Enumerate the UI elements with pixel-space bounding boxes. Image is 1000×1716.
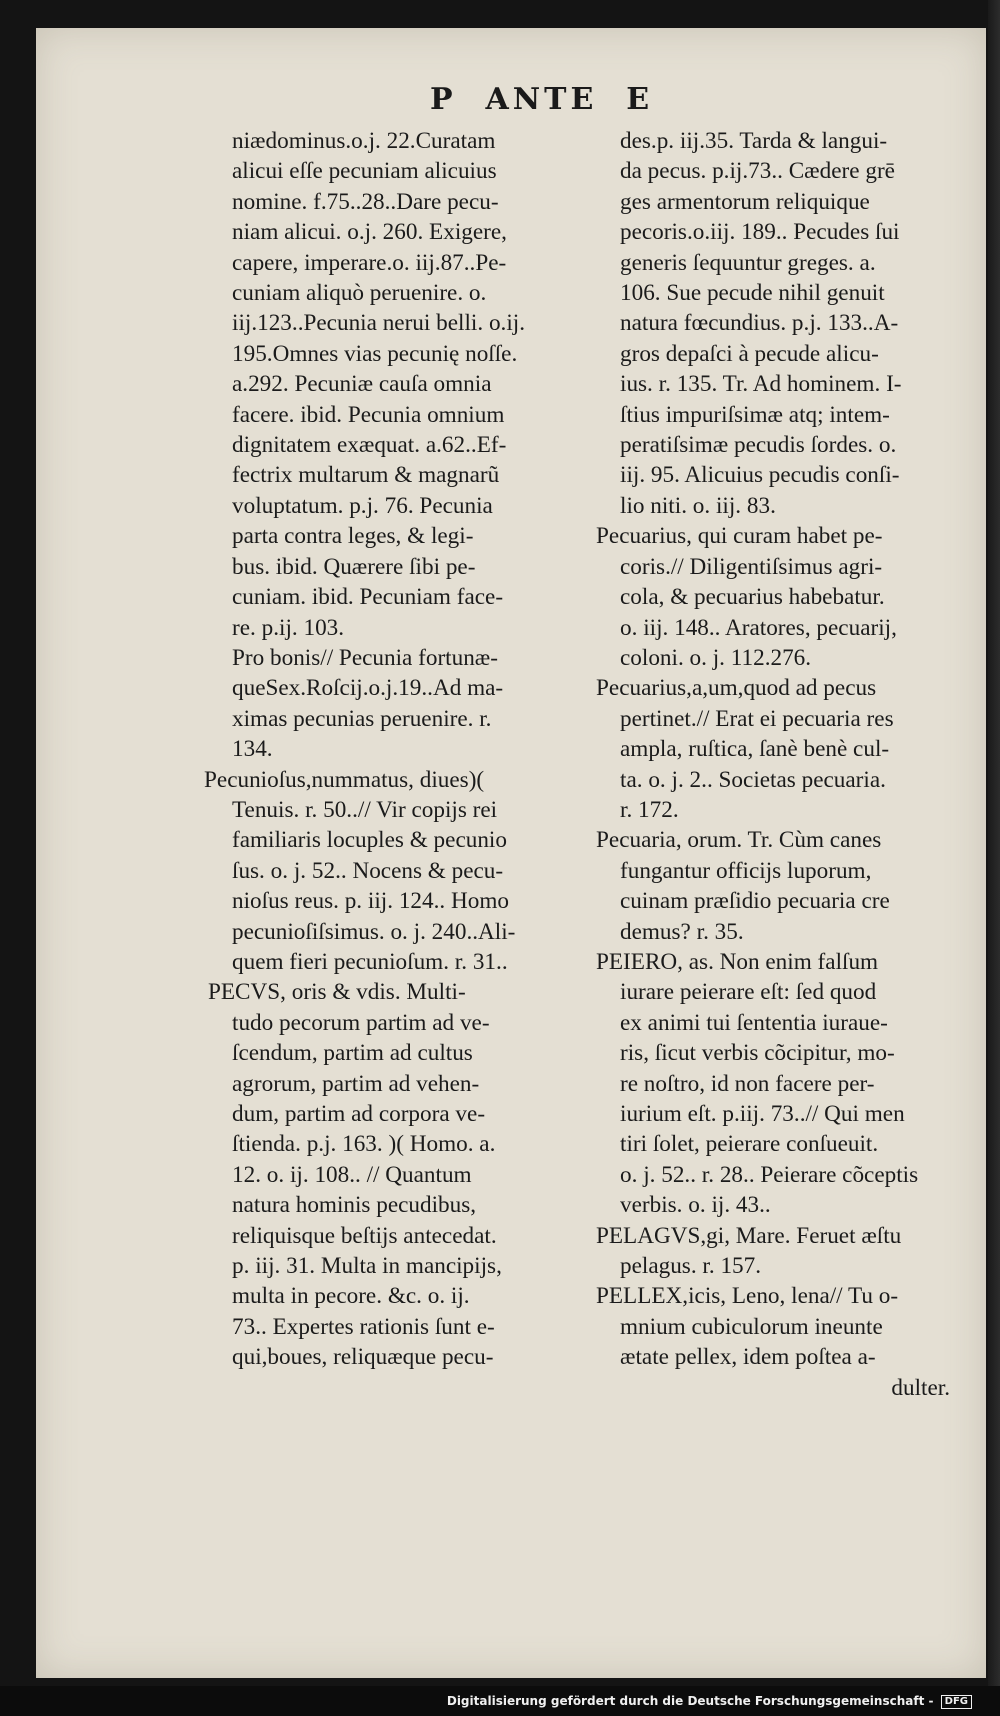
- text-line: voluptatum. p.j. 76. Pecunia: [232, 492, 493, 519]
- text-line: niam alicui. o.j. 260. Exigere,: [232, 219, 507, 246]
- text-line: PELLEX,icis, Leno, lena// Tu o-: [596, 1283, 899, 1310]
- text-line: niædominus.o.j. 22.Curatam: [232, 128, 496, 154]
- text-line: ex animi tui ſententia iuraue-: [620, 1009, 888, 1036]
- text-line: o. iij. 148.. Aratores, pecuarij,: [620, 614, 897, 641]
- text-line: iij.123..Pecunia nerui belli. o.ij.: [232, 310, 526, 337]
- book-edge: [988, 0, 1000, 1716]
- text-line: reliquisque beſtijs antecedat.: [232, 1222, 497, 1249]
- text-line: cola, & pecuarius habebatur.: [620, 584, 885, 611]
- text-line: pelagus. r. 157.: [620, 1253, 762, 1280]
- text-line: nioſus reus. p. iij. 124.. Homo: [232, 888, 509, 915]
- text-line: quem fieri pecunioſum. r. 31..: [232, 948, 508, 975]
- text-line: iurare peierare eſt: ſed quod: [620, 979, 877, 1006]
- text-line: Tenuis. r. 50..// Vir copijs rei: [232, 796, 498, 823]
- text-line: pecunioſiſsimus. o. j. 240..Ali-: [232, 918, 516, 945]
- right-column: [596, 126, 972, 1403]
- text-line: cuinam præſidio pecuaria cre: [620, 888, 890, 915]
- text-line: gros depaſci à pecude alicu-: [620, 340, 879, 367]
- running-head: P ANTE E: [430, 82, 654, 117]
- text-line: cuniam. ibid. Pecuniam face-: [232, 584, 504, 611]
- text-line: Pecuarius,a,um,quod ad pecus: [596, 675, 877, 702]
- text-line: re noſtro, id non facere per-: [620, 1070, 875, 1097]
- text-line: alicui eſſe pecuniam alicuius: [232, 158, 497, 185]
- text-line: verbis. o. ij. 43..: [620, 1192, 771, 1219]
- text-line: PEIERO, as. Non enim falſum: [596, 948, 879, 975]
- text-line: mnium cubiculorum ineunte: [620, 1313, 883, 1340]
- text-line: ſcendum, partim ad cultus: [232, 1040, 473, 1067]
- text-line: demus? r. 35.: [620, 918, 744, 945]
- text-line: da pecus. p.ij.73.. Cædere grē: [620, 158, 895, 185]
- text-line: ampla, ruſtica, ſanè benè cul-: [620, 736, 890, 763]
- text-line: fectrix multarum & magnarũ: [232, 462, 500, 489]
- text-line: 134.: [232, 736, 273, 763]
- text-line: p. iij. 31. Multa in mancipijs,: [232, 1253, 502, 1280]
- text-line: pecoris.o.iij. 189.. Pecudes ſui: [620, 219, 900, 246]
- text-line: familiaris locuples & pecunio: [232, 827, 507, 854]
- text-line: lio niti. o. iij. 83.: [620, 492, 776, 519]
- funding-notice: [447, 1694, 972, 1709]
- text-line: ta. o. j. 2.. Societas pecuaria.: [620, 766, 886, 793]
- text-line: nomine. f.75..28..Dare pecu-: [232, 188, 499, 215]
- text-line: dulter.: [891, 1374, 950, 1401]
- text-line: tudo pecorum partim ad ve-: [232, 1009, 490, 1036]
- text-line: facere. ibid. Pecunia omnium: [232, 401, 505, 428]
- text-line: natura fœcundius. p.j. 133..A-: [620, 310, 899, 337]
- text-line: a.292. Pecuniæ cauſa omnia: [232, 371, 492, 398]
- text-line: generis ſequuntur greges. a.: [620, 249, 876, 276]
- text-line: ætate pellex, idem poſtea a-: [620, 1344, 876, 1371]
- text-line: 12. o. ij. 108.. // Quantum: [232, 1161, 472, 1188]
- text-line: queSex.Roſcij.o.j.19..Ad ma-: [232, 675, 504, 702]
- text-line: dignitatem exæquat. a.62..Ef-: [232, 432, 507, 459]
- text-line: coloni. o. j. 112.276.: [620, 644, 812, 671]
- text-line: 195.Omnes vias pecunię noſſe.: [232, 340, 518, 367]
- funding-text: Digitalisierung gefördert durch die Deutsche Forschungsgemeinschaft -: [446, 1694, 934, 1708]
- text-line: agrorum, partim ad vehen-: [232, 1070, 480, 1097]
- text-line: 73.. Expertes rationis ſunt e-: [232, 1313, 495, 1340]
- text-line: iurium eſt. p.iij. 73..// Qui men: [620, 1101, 905, 1127]
- text-line: ris, ſicut verbis cõcipitur, mo-: [620, 1040, 895, 1067]
- text-line: Pecuaria, orum. Tr. Cùm canes: [596, 827, 882, 854]
- text-line: PELAGVS,gi, Mare. Feruet æſtu: [596, 1222, 902, 1249]
- text-line: peratiſsimæ pecudis ſordes. o.: [620, 432, 897, 459]
- text-line: coris.// Diligentiſsimus agri-: [620, 553, 883, 580]
- text-line: iij. 95. Alicuius pecudis conſi-: [620, 462, 900, 489]
- text-line: tiri ſolet, peierare conſueuit.: [620, 1131, 879, 1158]
- text-line: ximas pecunias peruenire. r.: [232, 705, 492, 732]
- text-line: Pro bonis// Pecunia fortunæ-: [232, 644, 498, 671]
- text-line: ges armentorum reliquique: [620, 188, 870, 215]
- text-line: Pecuarius, qui curam habet pe-: [596, 523, 883, 550]
- dfg-logo: DFG: [941, 1695, 972, 1709]
- text-line: fungantur officijs luporum,: [620, 857, 872, 884]
- text-line: natura hominis pecudibus,: [232, 1192, 477, 1219]
- left-column: [204, 126, 564, 1373]
- text-line: Pecunioſus,nummatus, diues)(: [204, 766, 485, 793]
- text-line: ſtienda. p.j. 163. )( Homo. a.: [232, 1131, 496, 1158]
- text-line: cuniam aliquò peruenire. o.: [232, 280, 487, 307]
- footer-band: [0, 1686, 1000, 1716]
- text-line: qui,boues, reliquæque pecu-: [232, 1344, 494, 1371]
- text-line: pertinet.// Erat ei pecuaria res: [620, 705, 894, 732]
- text-line: bus. ibid. Quærere ſibi pe-: [232, 553, 476, 580]
- text-line: multa in pecore. &c. o. ij.: [232, 1283, 470, 1310]
- text-line: capere, imperare.o. iij.87..Pe-: [232, 249, 507, 276]
- text-line: ius. r. 135. Tr. Ad hominem. I-: [620, 371, 902, 398]
- text-line: ſus. o. j. 52.. Nocens & pecu-: [232, 857, 504, 884]
- text-line: PECVS, oris & vdis. Multi-: [208, 979, 466, 1006]
- text-line: r. 172.: [620, 796, 679, 823]
- text-line: ſtius impuriſsimæ atq; intem-: [620, 401, 890, 428]
- text-line: dum, partim ad corpora ve-: [232, 1101, 486, 1127]
- text-line: o. j. 52.. r. 28.. Peierare cõceptis: [620, 1161, 919, 1188]
- text-line: parta contra leges, & legi-: [232, 523, 474, 550]
- text-line: re. p.ij. 103.: [232, 614, 345, 641]
- text-line: 106. Sue pecude nihil genuit: [620, 280, 885, 307]
- text-line: des.p. iij.35. Tarda & langui-: [620, 128, 888, 154]
